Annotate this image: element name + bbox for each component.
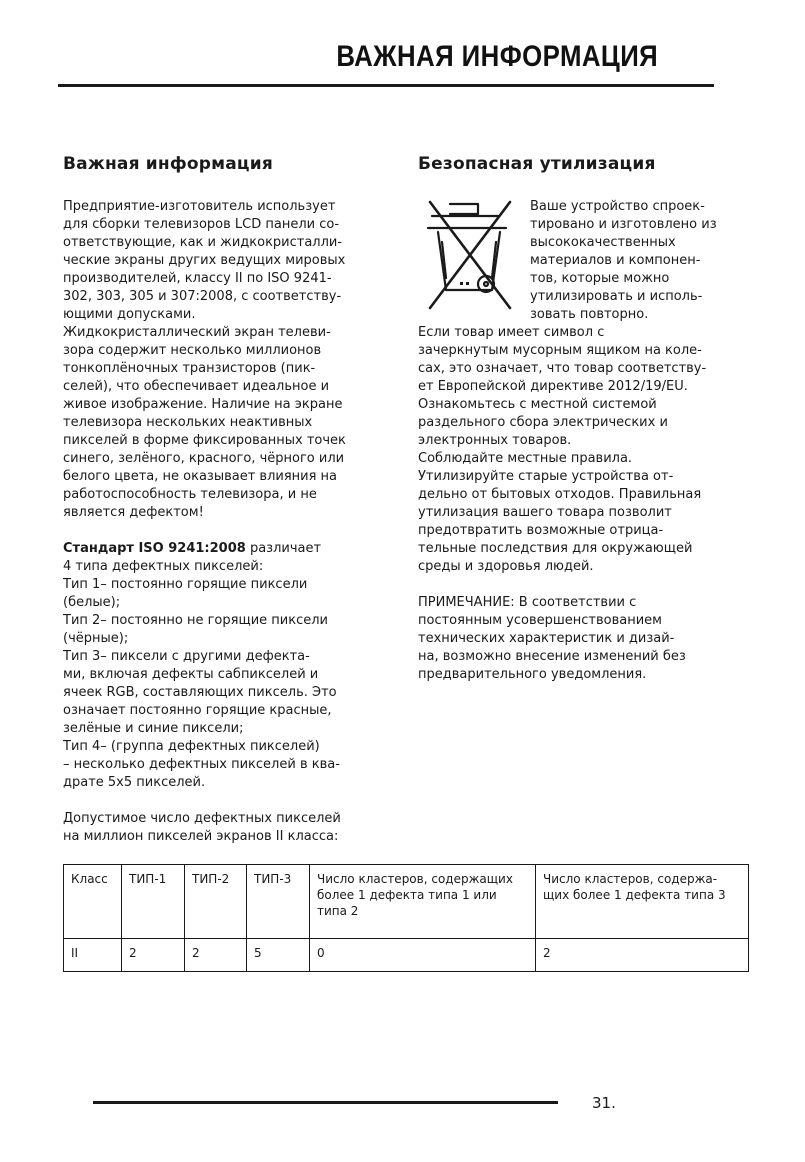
important-info-heading: Важная информация	[63, 154, 273, 174]
page-number: 31.	[592, 1094, 616, 1112]
table-cell: 2	[122, 939, 185, 972]
table-header-row	[64, 865, 749, 939]
table-cell: 2	[185, 939, 247, 972]
table-cell: 0	[310, 939, 536, 972]
important-info-column	[63, 152, 393, 846]
standard-title-rest: различает	[245, 541, 322, 556]
defect-types-paragraph: 4 типа дефектных пикселей: Тип 1– постоянно горящие пиксели (белые); Тип 2– постоянно не горящие пиксели (чёрные); Тип 3– пиксели с другими дефекта- ми, включая дефекты сабпикселей и ячеек RGB, составляющих пиксель. Это означает постоянно горящие красные, зелёные и синие пиксели; Тип 4– (группа дефектных пикселей) – несколько дефектных пикселей в ква- драте 5х5 пикселей.	[63, 559, 340, 790]
important-info-paragraph: Предприятие-изготовитель использует для сборки телевизоров LCD панели со- ответствующие, как и жидкокристалли- ческие экраны других ведущих мировых производителей, классу II по ISO 9241- 302, 303, 305 и 307:2008, с соответству- ющими допусками. Жидкокристаллический экран телеви- зора содержит несколько миллионов тонкоплёночных транзисторов (пик- селей), что обеспечивает идеальное и живое изображение. Наличие на экране телевизора нескольких неактивных пикселей в форме фиксированных точек синего, зелёного, красного, чёрного или белого цвета, не оказывает влияния на работоспособность телевизора, и не является дефектом!	[63, 199, 346, 520]
crossed-out-wheelie-bin-icon	[418, 198, 518, 318]
table-cell: II	[64, 939, 122, 972]
standard-paragraph	[63, 540, 393, 558]
note-paragraph: ПРИМЕЧАНИЕ: В соответствии с постоянным усовершенствованием технических характеристик и дизай- на, возможно внесение изменений без предварительного уведомления.	[418, 595, 686, 682]
footer-rule	[93, 1101, 558, 1104]
header-rule	[58, 84, 714, 87]
table-header-cell: Число кластеров, содержа- щих более 1 дефекта типа 3	[536, 865, 749, 939]
disposal-heading: Безопасная утилизация	[418, 154, 656, 174]
allowed-defects-paragraph: Допустимое число дефектных пикселей на миллион пикселей экранов II класса:	[63, 811, 341, 844]
defect-pixels-table	[63, 864, 749, 972]
table-cell: 5	[247, 939, 310, 972]
table-header-cell: ТИП-3	[247, 865, 310, 939]
table-cell: 2	[536, 939, 749, 972]
table-header-cell: ТИП-1	[122, 865, 185, 939]
page-title: ВАЖНАЯ ИНФОРМАЦИЯ	[336, 40, 658, 73]
table-header-cell: Число кластеров, содержащих более 1 дефекта типа 1 или типа 2	[310, 865, 536, 939]
standard-title: Стандарт ISO 9241:2008	[63, 541, 246, 556]
table-header-cell: Класс	[64, 865, 122, 939]
disposal-paragraph: Ваше устройство спроек- тировано и изготовлено из высококачественных материалов и компонен- тов, которые можно утилизировать и исполь- зовать повторно. Если товар имеет символ с зачеркнутым мусорным ящиком на коле- сах, это означает, что товар соответству- ет Европейской директиве 2012/19/EU. Ознакомьтесь с местной системой раздельного сбора электрических и электронных товаров. Соблюдайте местные правила. Утилизируйте старые устройства от- дельно от бытовых отходов. Правильная утилизация вашего товара позволит предотвратить возможные отрица- тельные последствия для окружающей среды и здоровья людей.	[418, 199, 717, 574]
table-row	[64, 939, 749, 972]
table-header-cell: ТИП-2	[185, 865, 247, 939]
disposal-column	[418, 152, 753, 684]
